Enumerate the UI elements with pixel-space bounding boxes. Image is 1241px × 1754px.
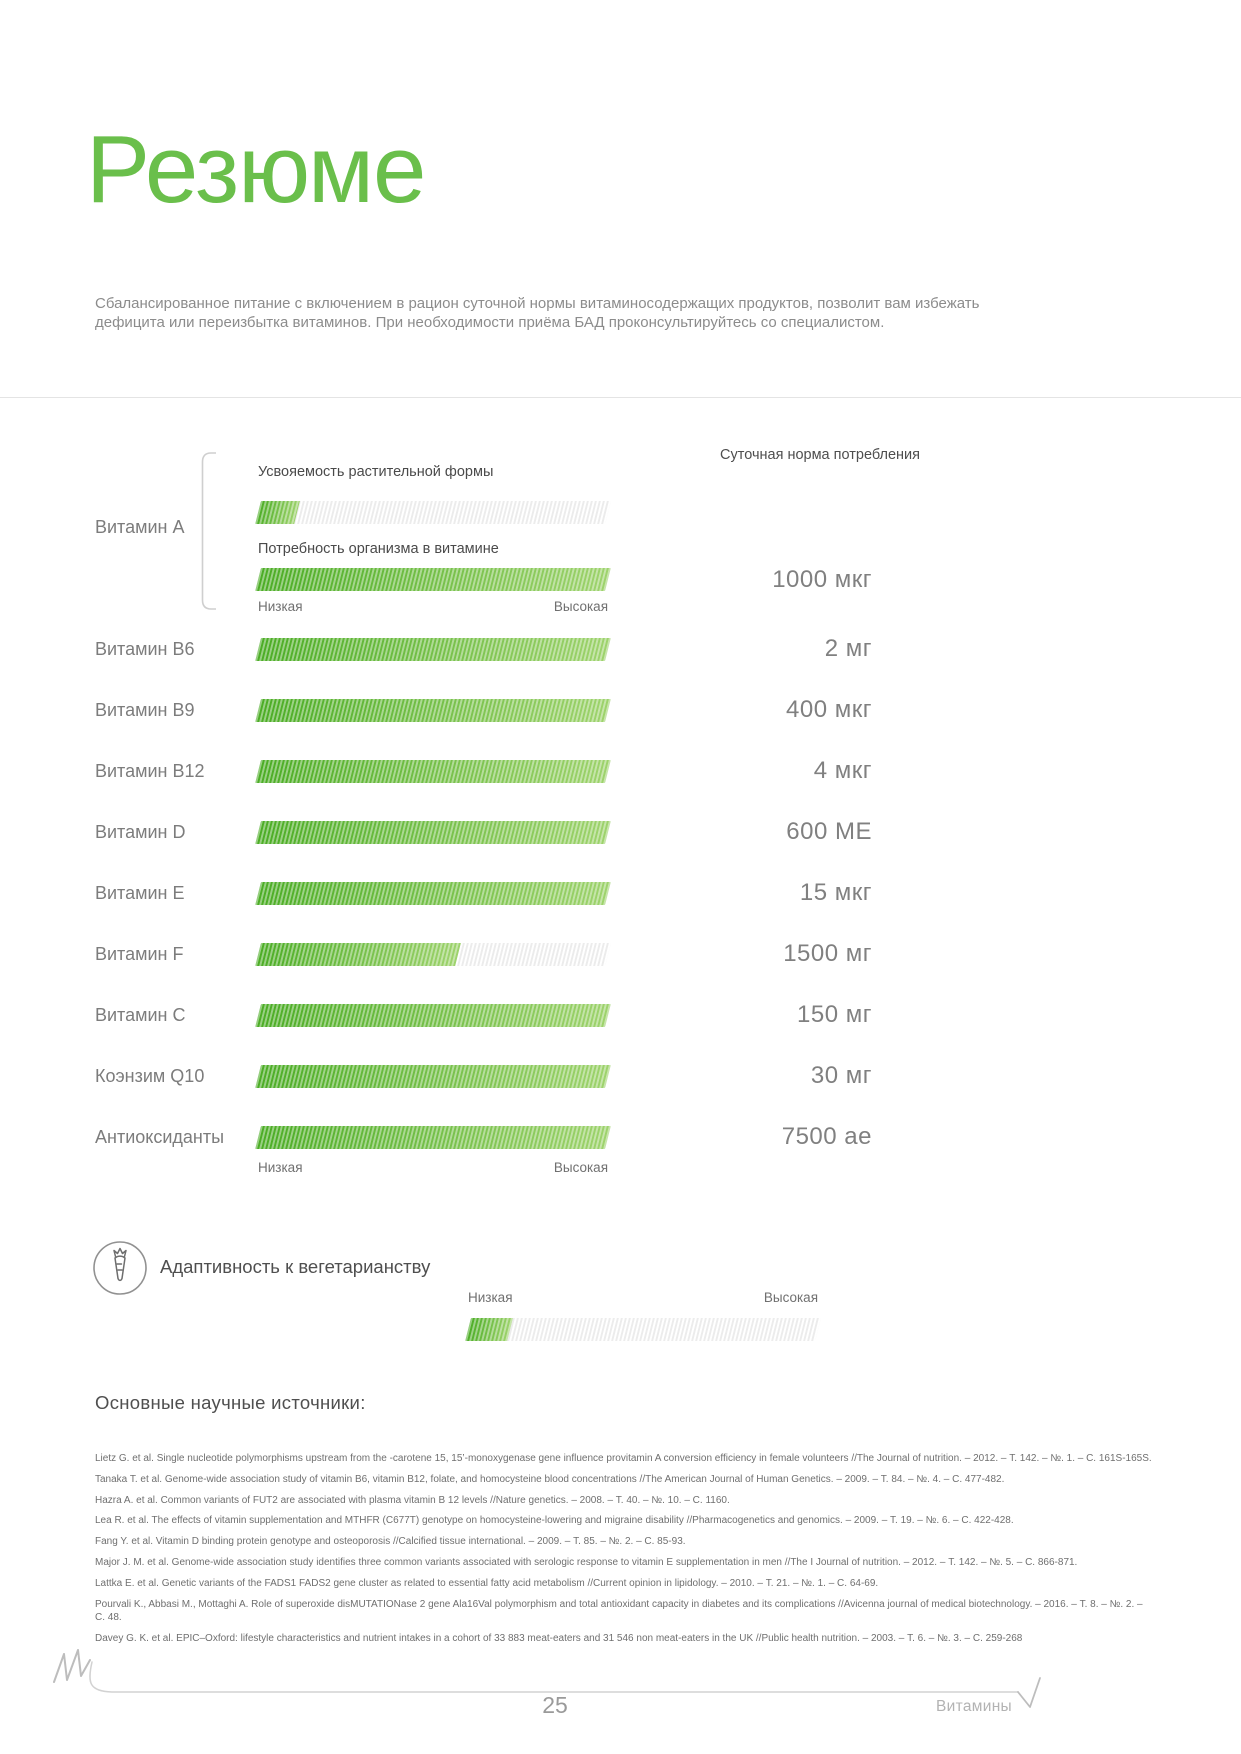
scale-high-label: Высокая bbox=[553, 599, 608, 614]
need-bar bbox=[255, 1004, 611, 1027]
reference-item: Fang Y. et al. Vitamin D binding protein genotype and osteoporosis //Calcified tissue international. – 2009. – Т. 85. – №. 2. – С. 85-93. bbox=[95, 1536, 686, 1548]
need-bar bbox=[255, 1065, 611, 1088]
daily-norm-value: 600 МЕ bbox=[786, 818, 872, 845]
need-bar-fill bbox=[255, 882, 611, 905]
daily-norm-value: 400 мкг bbox=[786, 696, 872, 723]
need-bar bbox=[255, 568, 611, 591]
section-divider bbox=[0, 397, 1241, 398]
vitamin-label: Витамин С bbox=[95, 1005, 186, 1025]
vitamin-label: Антиоксиданты bbox=[95, 1127, 225, 1147]
daily-norm-value: 2 мг bbox=[824, 635, 872, 662]
scale-row bbox=[258, 599, 608, 614]
need-bar-fill bbox=[255, 568, 611, 591]
need-bar bbox=[255, 943, 611, 966]
vegetarian-bar-fill bbox=[465, 1318, 513, 1341]
scale-row bbox=[468, 1290, 818, 1305]
need-bar-fill bbox=[255, 699, 611, 722]
vitamin-label: Витамин А bbox=[95, 517, 185, 537]
vitamin-label: Витамин D bbox=[95, 822, 186, 842]
daily-norm-value: 1500 мг bbox=[783, 940, 872, 967]
daily-norm-value: 150 мг bbox=[797, 1001, 872, 1028]
need-bar-title: Потребность организма в витамине bbox=[258, 541, 499, 557]
reference-item: Hazra A. et al. Common variants of FUT2 are associated with plasma vitamin B 12 levels //Nature genetics. – 2008. – Т. 40. – №. 10. – С. 1160. bbox=[95, 1494, 730, 1506]
daily-norm-value: 30 мг bbox=[810, 1062, 872, 1089]
absorption-bar-title: Усвояемость растительной формы bbox=[258, 464, 494, 480]
footer-zigzag-icon bbox=[54, 1650, 90, 1682]
daily-norm-value: 7500 ае bbox=[781, 1123, 872, 1150]
need-bar bbox=[255, 638, 611, 661]
scale-low-label: Низкая bbox=[468, 1290, 513, 1305]
vitamin-label: Витамин F bbox=[95, 944, 184, 964]
need-bar-fill bbox=[255, 943, 460, 966]
carrot-icon bbox=[92, 1240, 148, 1296]
need-bar-fill bbox=[255, 638, 611, 661]
daily-norm-value: 4 мкг bbox=[813, 757, 872, 784]
daily-norm-header: Суточная норма потребления bbox=[720, 447, 920, 463]
reference-item: Tanaka T. et al. Genome-wide association study of vitamin B6, vitamin B12, folate, and homocysteine blood concentrations //The American Journal of Human Genetics. – 2009. – Т. 84. – №. 4. – С. 477-482. bbox=[95, 1473, 1005, 1485]
vitamin-label: Витамин Е bbox=[95, 883, 185, 903]
need-bar bbox=[255, 821, 611, 844]
absorption-bar-fill bbox=[255, 501, 299, 524]
need-bar bbox=[255, 699, 611, 722]
vitamin-label: Витамин В9 bbox=[95, 700, 195, 720]
need-bar-fill bbox=[255, 1004, 611, 1027]
vitamin-label: Коэнзим Q10 bbox=[95, 1066, 205, 1086]
vegetarian-heading: Адаптивность к вегетарианству bbox=[160, 1256, 431, 1277]
absorption-bar bbox=[255, 501, 611, 524]
vitamin-label: Витамин В6 bbox=[95, 639, 195, 659]
reference-item: Pourvali K., Abbasi M., Mottaghi A. Role of superoxide disMUTATIONase 2 gene Ala16Val polymorphism and total antioxidant capacity in diabetes and its complications //Avicenna journal of medical biotechnology. – 2016. – Т. 8. – №. 2. – С. 48. bbox=[95, 1598, 1143, 1624]
page-title: Резюме bbox=[86, 116, 426, 223]
reference-item: Lea R. et al. The effects of vitamin supplementation and MTHFR (C677T) genotype on homocysteine-lowering and migraine disability //Pharmacogenetics and genomics. – 2009. – Т. 19. – №. 6. – С. 422-428. bbox=[95, 1515, 1014, 1527]
scale-high-label: Высокая bbox=[553, 1160, 608, 1175]
intro-paragraph: Сбалансированное питание с включением в рацион суточной нормы витаминосодержащих продуктов, позволит вам избежать дефицита или переизбытка витаминов. При необходимости приёма БАД проконсультируйтесь со специалистом. bbox=[95, 295, 980, 331]
need-bar-fill bbox=[255, 760, 611, 783]
need-bar-fill bbox=[255, 821, 611, 844]
scale-high-label: Высокая bbox=[763, 1290, 818, 1305]
need-bar bbox=[255, 1126, 611, 1149]
need-bar bbox=[255, 882, 611, 905]
scale-low-label: Низкая bbox=[258, 1160, 303, 1175]
daily-norm-value: 1000 мкг bbox=[772, 566, 872, 593]
footer-check-icon bbox=[1018, 1678, 1040, 1707]
daily-norm-value: 15 мкг bbox=[799, 879, 872, 906]
vegetarian-adaptability-bar bbox=[465, 1318, 821, 1341]
need-bar-fill bbox=[255, 1126, 611, 1149]
scale-low-label: Низкая bbox=[258, 599, 303, 614]
need-bar bbox=[255, 760, 611, 783]
sources-heading: Основные научные источники: bbox=[95, 1392, 366, 1413]
reference-item: Davey G. K. et al. EPIC–Oxford: lifestyle characteristics and nutrient intakes in a cohort of 33 883 meat-eaters and 31 546 non meat-eaters in the UK //Public health nutrition. – 2003. – Т. 6. – №. 3. – С. 259-268 bbox=[95, 1633, 1023, 1645]
page-number: 25 bbox=[542, 1692, 568, 1718]
reference-item: Major J. M. et al. Genome-wide association study identifies three common variants associated with serologic response to vitamin E supplementation in men //The I Journal of nutrition. – 2012. – Т. 142. – №. 5. – С. 866-871. bbox=[95, 1556, 1078, 1568]
reference-item: Lattka E. et al. Genetic variants of the FADS1 FADS2 gene cluster as related to essential fatty acid metabolism //Current opinion in lipidology. – 2010. – Т. 21. – №. 1. – С. 64-69. bbox=[95, 1577, 879, 1589]
footer-section-label: Витамины bbox=[936, 1698, 1012, 1715]
references-list bbox=[95, 1452, 1153, 1653]
vitamin-label: Витамин В12 bbox=[95, 761, 205, 781]
footer-rule bbox=[40, 1642, 1200, 1722]
reference-item: Lietz G. et al. Single nucleotide polymorphisms upstream from the -carotene 15, 15’-monoxygenase gene influence provitamin A conversion efficiency in female volunteers //The Journal of nutrition. – 2012. – Т. 142. – №. 1. – С. 161S-165S. bbox=[95, 1453, 1152, 1464]
vitamin-a-bracket bbox=[201, 452, 217, 610]
need-bar-fill bbox=[255, 1065, 611, 1088]
scale-row bbox=[258, 1160, 608, 1175]
